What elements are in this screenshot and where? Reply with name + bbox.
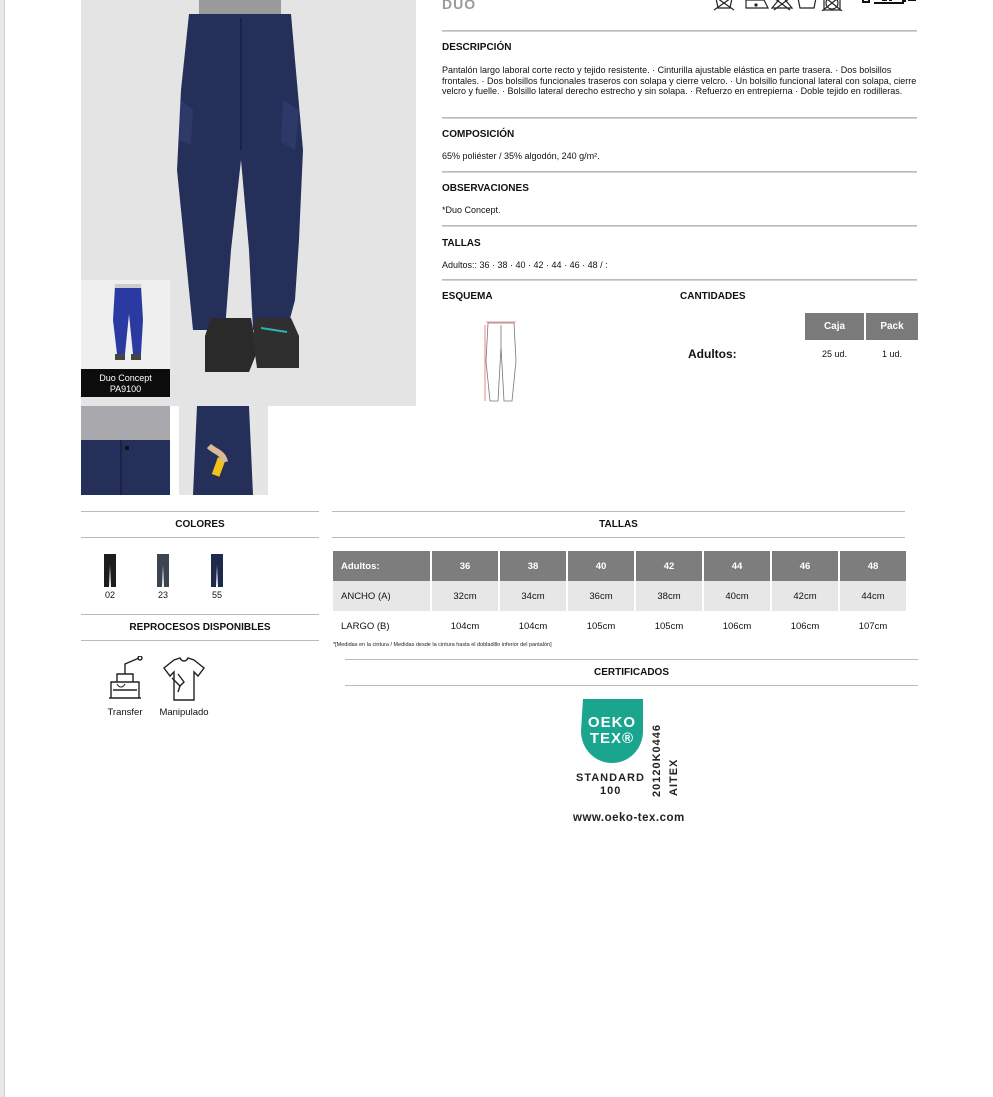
divider [442,30,917,32]
quantities-table [803,313,920,368]
caption-line-1: Duo Concept [99,373,152,383]
pants-schema-drawing [484,321,518,403]
color-code: 02 [104,590,115,600]
table-cell: 106cm [722,620,752,632]
divider [81,640,319,641]
page-edge [0,0,5,1097]
table-cell: 42cm [772,581,838,611]
table-cell: 36cm [568,581,634,611]
reproceso-transfer[interactable] [100,656,150,718]
brand-logo: DUO [442,0,477,12]
table-cell: 107cm [858,620,888,632]
color-code: 55 [211,590,222,600]
caption-line-2: PA9100 [109,384,142,394]
divider [442,225,917,227]
qty-header-caja: Caja [805,313,864,340]
table-cell: 106cm [790,620,820,632]
row-label: LARGO (B) [341,620,390,632]
row-label: ANCHO (A) [333,581,430,611]
reproceso-manipulado[interactable] [157,656,211,718]
heat-press-icon [103,656,147,702]
thumbnail-caption [81,369,170,397]
divider [81,614,319,615]
divider [332,537,905,538]
composicion-title: COMPOSICIÓN [442,129,515,140]
qty-header-pack: Pack [866,313,918,340]
size-table-title: TALLAS [599,519,638,530]
oeko-standard-number: 100 [600,785,622,797]
pants-swatch-icon [103,553,117,587]
divider [442,171,917,173]
tallas-title: TALLAS [442,238,481,249]
divider [332,511,905,512]
size-header: 38 [500,551,566,581]
table-cell: 32cm [432,581,498,611]
color-swatch-23[interactable] [148,553,178,600]
oeko-logo-line2: TEX® [589,730,635,747]
size-header: 44 [704,551,770,581]
composicion-text: 65% poliéster / 35% algodón, 240 g/m². [442,151,600,161]
divider [345,685,918,686]
descripcion-title: DESCRIPCIÓN [442,42,512,53]
section-composicion [442,129,917,162]
size-header: 48 [840,551,906,581]
table-row [333,611,906,641]
observaciones-text: *Duo Concept. [442,205,501,215]
divider [442,117,917,119]
pants-swatch-icon [156,553,170,587]
tallas-text: Adultos:: 36 · 38 · 40 · 42 · 44 · 46 · 48 / : [442,260,608,270]
table-cell: 44cm [840,581,906,611]
color-code: 23 [157,590,168,600]
oeko-tex-logo[interactable] [570,697,694,829]
size-header: 40 [568,551,634,581]
size-table-header-row [333,551,906,581]
table-cell: 104cm [450,620,480,632]
oeko-standard: STANDARD [576,772,645,784]
qr-code-icon [862,0,916,6]
oeko-logo-line1: OEKO [587,714,637,731]
section-descripcion [442,42,917,97]
table-cell: 34cm [500,581,566,611]
descripcion-text: Pantalón largo laboral corte recto y tejido resistente. · Cinturilla ajustable elástica en parte trasera. · Dos bolsillos frontales. · Dos bolsillos funcionales traseros con solapa y cierre velcro. · Un bolsillo funcional lateral con solapa, cierre velcro y fuelle. · Bolsillo lateral derecho estrecho y sin solapa. · Refuerzo en entrepierna · Doble tejido en rodilleras. [442,65,917,96]
table-cell: 104cm [518,620,548,632]
color-swatch-02[interactable] [95,553,125,600]
size-table-footnote: *[Medidas en la cintura / Medidas desde la cintura hasta el dobladillo inferior del pantalón] [333,642,552,648]
size-header: 42 [636,551,702,581]
esquema-title: ESQUEMA [442,291,493,302]
product-detail-waist[interactable] [81,406,170,495]
table-cell: 105cm [586,620,616,632]
product-detail-pocket[interactable] [179,406,268,495]
reprocesos-title: REPROCESOS DISPONIBLES [129,622,271,633]
cantidades-row-label: Adultos: [688,347,737,361]
colores-title: COLORES [175,519,225,530]
section-observaciones [442,183,917,216]
color-swatch-55[interactable] [202,553,232,600]
pants-swatch-icon [210,553,224,587]
table-cell: 40cm [704,581,770,611]
product-thumbnail-color[interactable] [81,280,170,369]
oeko-cert-code: 20120K0446 [651,723,663,797]
reproceso-label: Manipulado [159,707,209,718]
table-cell: 38cm [636,581,702,611]
certificados-title: CERTIFICADOS [594,667,669,678]
oeko-issuer: AITEX [668,758,680,796]
divider [442,279,917,281]
divider [81,537,319,538]
qty-caja-value: 25 ud. [821,349,848,359]
divider [345,659,918,660]
size-header: 46 [772,551,838,581]
section-tallas [442,238,917,271]
care-instructions-icons [712,0,848,11]
qty-pack-value: 1 ud. [881,349,903,359]
observaciones-title: OBSERVACIONES [442,183,529,194]
size-header: 36 [432,551,498,581]
table-cell: 105cm [654,620,684,632]
oeko-url[interactable]: www.oeko-tex.com [573,812,685,824]
table-row [333,581,906,611]
divider [81,511,319,512]
size-header-label: Adultos: [333,551,430,581]
size-table [331,551,908,641]
cantidades-title: CANTIDADES [680,291,746,302]
reproceso-label: Transfer [107,707,143,718]
tshirt-hand-icon [160,656,208,702]
